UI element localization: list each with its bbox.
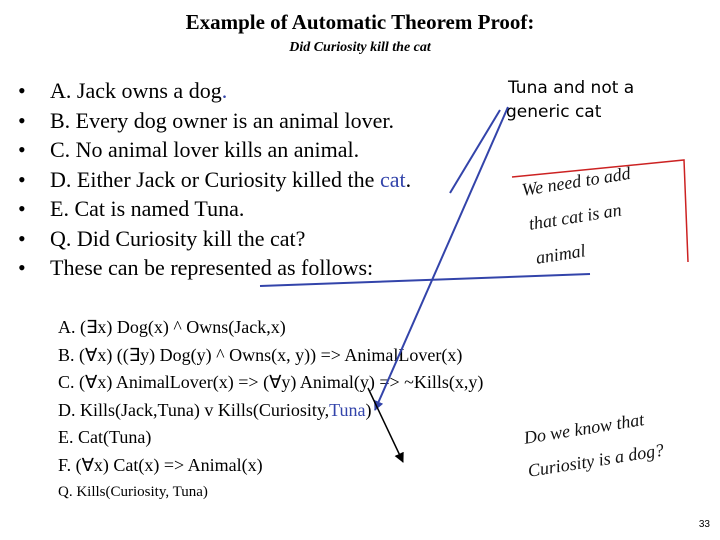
bullet-dot: • (18, 166, 26, 192)
bullet-highlight-cat: cat (379, 166, 406, 192)
bullet-dot: • (18, 78, 26, 103)
arrow-to-tuna (375, 107, 508, 410)
slide-title: Example of Automatic Theorem Proof: (185, 10, 535, 34)
formula-f: F. (∀x) Cat(x) => Animal(x) (58, 454, 263, 475)
arrow-to-dog-question (365, 388, 403, 462)
hand-note-2-line-1: Do we know that (522, 409, 646, 448)
bullet-suffix: . (405, 166, 412, 192)
bullet-text: C. No animal lover kills an animal. (50, 137, 360, 162)
arrow-from-hand-note (260, 274, 590, 286)
bullet-text: E. Cat is named Tuna. (50, 196, 245, 221)
bullet-suffix: . (221, 78, 228, 103)
typed-note-line-2: generic cat (506, 102, 602, 122)
bullet-text: A. Jack owns a dog (50, 78, 222, 103)
formula-d-post: ) (365, 399, 372, 420)
bullet-text: Q. Did Curiosity kill the cat? (50, 225, 306, 251)
formula-a: A. (∃x) Dog(x) ^ Owns(Jack,x) (58, 317, 286, 337)
bullet-dot: • (18, 137, 26, 162)
hand-note-1-line-3: animal (534, 240, 587, 268)
hand-note-1-line-1: We need to add (520, 162, 632, 200)
formula-d-pre: D. Kills(Jack,Tuna) v Kills(Curiosity, (58, 399, 330, 420)
hand-note-1-line-2: that cat is an (527, 199, 623, 234)
page-number: 33 (698, 519, 710, 530)
bullet-text: These can be represented as follows: (50, 255, 374, 280)
bullet-text: D. Either Jack or Curiosity killed the (50, 166, 380, 192)
bullet-dot: • (18, 225, 26, 251)
formula-e: E. Cat(Tuna) (58, 427, 152, 447)
bullet-dot: • (18, 196, 26, 221)
formula-d-tuna: Tuna (329, 399, 366, 420)
typed-note-line-1: Tuna and not a (508, 78, 635, 98)
hand-note-2-line-2: Curiosity is a dog? (526, 439, 666, 481)
slide-subtitle: Did Curiosity kill the cat (289, 40, 431, 55)
formula-q: Q. Kills(Curiosity, Tuna) (58, 484, 208, 500)
formula-b: B. (∀x) ((∃y) Dog(y) ^ Owns(x, y)) => AnimalLover(x) (58, 344, 463, 365)
hand-note-box (512, 160, 688, 262)
formula-c: C. (∀x) AnimalLover(x) => (∀y) Animal(y) => ~Kills(x,y) (58, 372, 484, 392)
bullet-dot: • (18, 255, 26, 280)
bullet-dot: • (18, 107, 26, 133)
bullet-text: B. Every dog owner is an animal lover. (50, 107, 394, 133)
